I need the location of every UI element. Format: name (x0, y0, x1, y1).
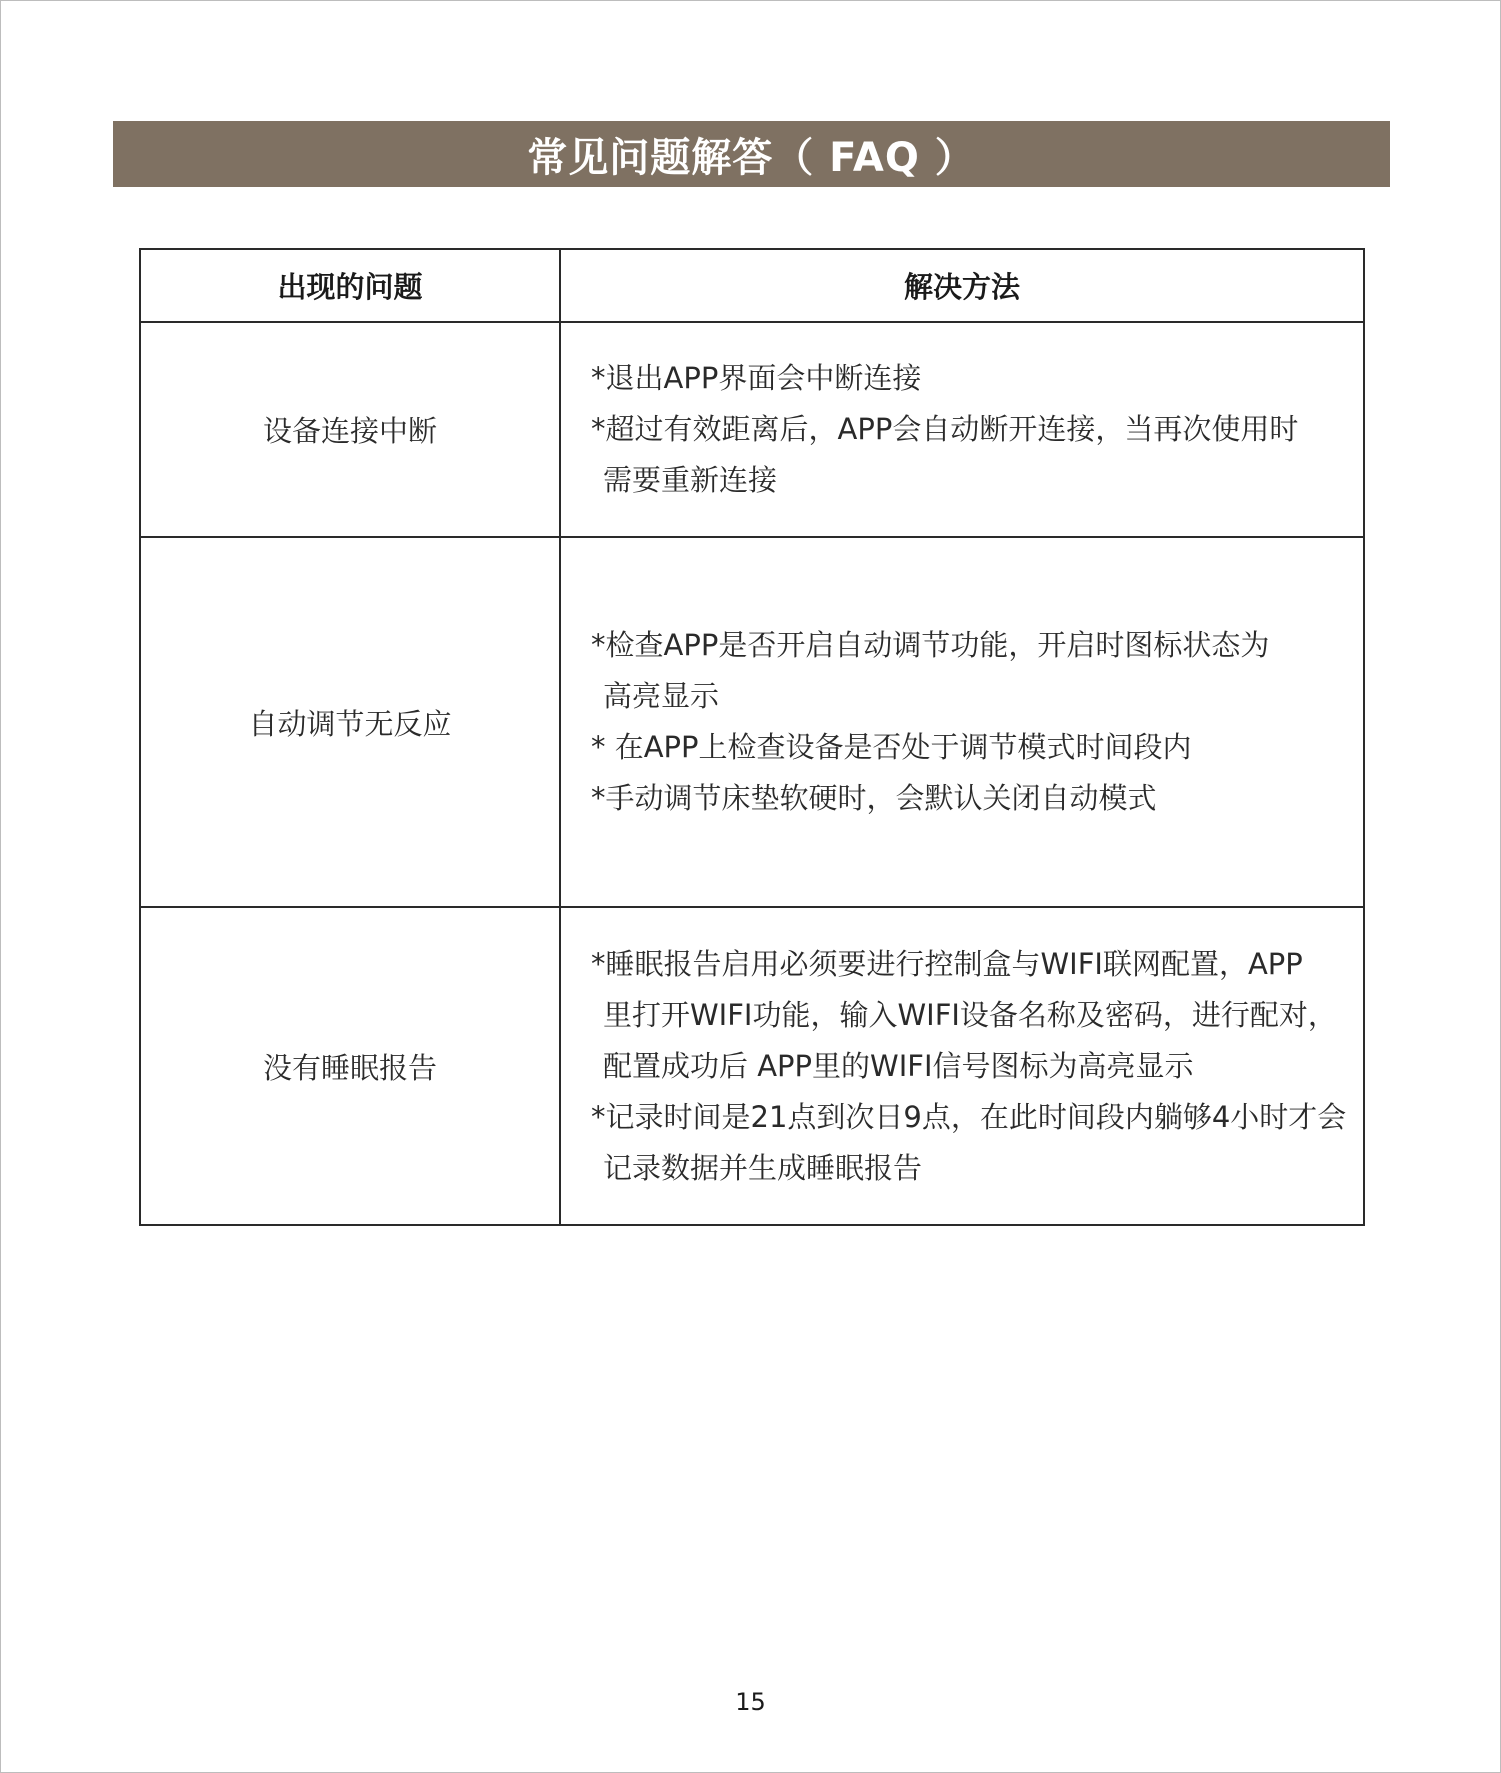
solution-line: *睡眠报告启用必须要进行控制盒与WIFI联网配置，APP (591, 946, 1303, 981)
problem-cell: 自动调节无反应 (140, 537, 560, 907)
solution-line: *手动调节床垫软硬时，会默认关闭自动模式 (591, 781, 1157, 815)
table-row (140, 537, 1364, 907)
problem-cell: 没有睡眠报告 (140, 907, 560, 1225)
solution-line: *超过有效距离后，APP会自动断开连接，当再次使用时 (591, 412, 1299, 446)
solution-line: 里打开WIFI功能，输入WIFI设备名称及密码，进行配对， (603, 997, 1337, 1032)
solution-line: 记录数据并生成睡眠报告 (603, 1150, 923, 1185)
title-banner (113, 121, 1390, 187)
page-title: 常见问题解答（ FAQ ） (527, 134, 976, 181)
solution-line: *退出APP界面会中断连接 (591, 361, 922, 395)
header-solution: 解决方法 (560, 249, 1364, 322)
solution-line: 需要重新连接 (603, 463, 778, 497)
solution-cell (560, 322, 1364, 537)
table-row (140, 322, 1364, 537)
table-header-row (140, 249, 1364, 322)
solution-line: * 在APP上检查设备是否处于调节模式时间段内 (591, 730, 1192, 764)
solution-line: *记录时间是21点到次日9点，在此时间段内躺够4小时才会 (591, 1099, 1347, 1134)
faq-table (139, 248, 1365, 1226)
solution-cell (560, 907, 1364, 1225)
page-number: 15 (735, 1688, 766, 1716)
table-row (140, 907, 1364, 1225)
solution-cell (560, 537, 1364, 907)
problem-cell: 设备连接中断 (140, 322, 560, 537)
solution-line: *检查APP是否开启自动调节功能，开启时图标状态为 (591, 628, 1270, 662)
solution-line: 高亮显示 (603, 679, 720, 713)
solution-line: 配置成功后 APP里的WIFI信号图标为高亮显示 (603, 1048, 1194, 1083)
header-problem: 出现的问题 (140, 249, 560, 322)
